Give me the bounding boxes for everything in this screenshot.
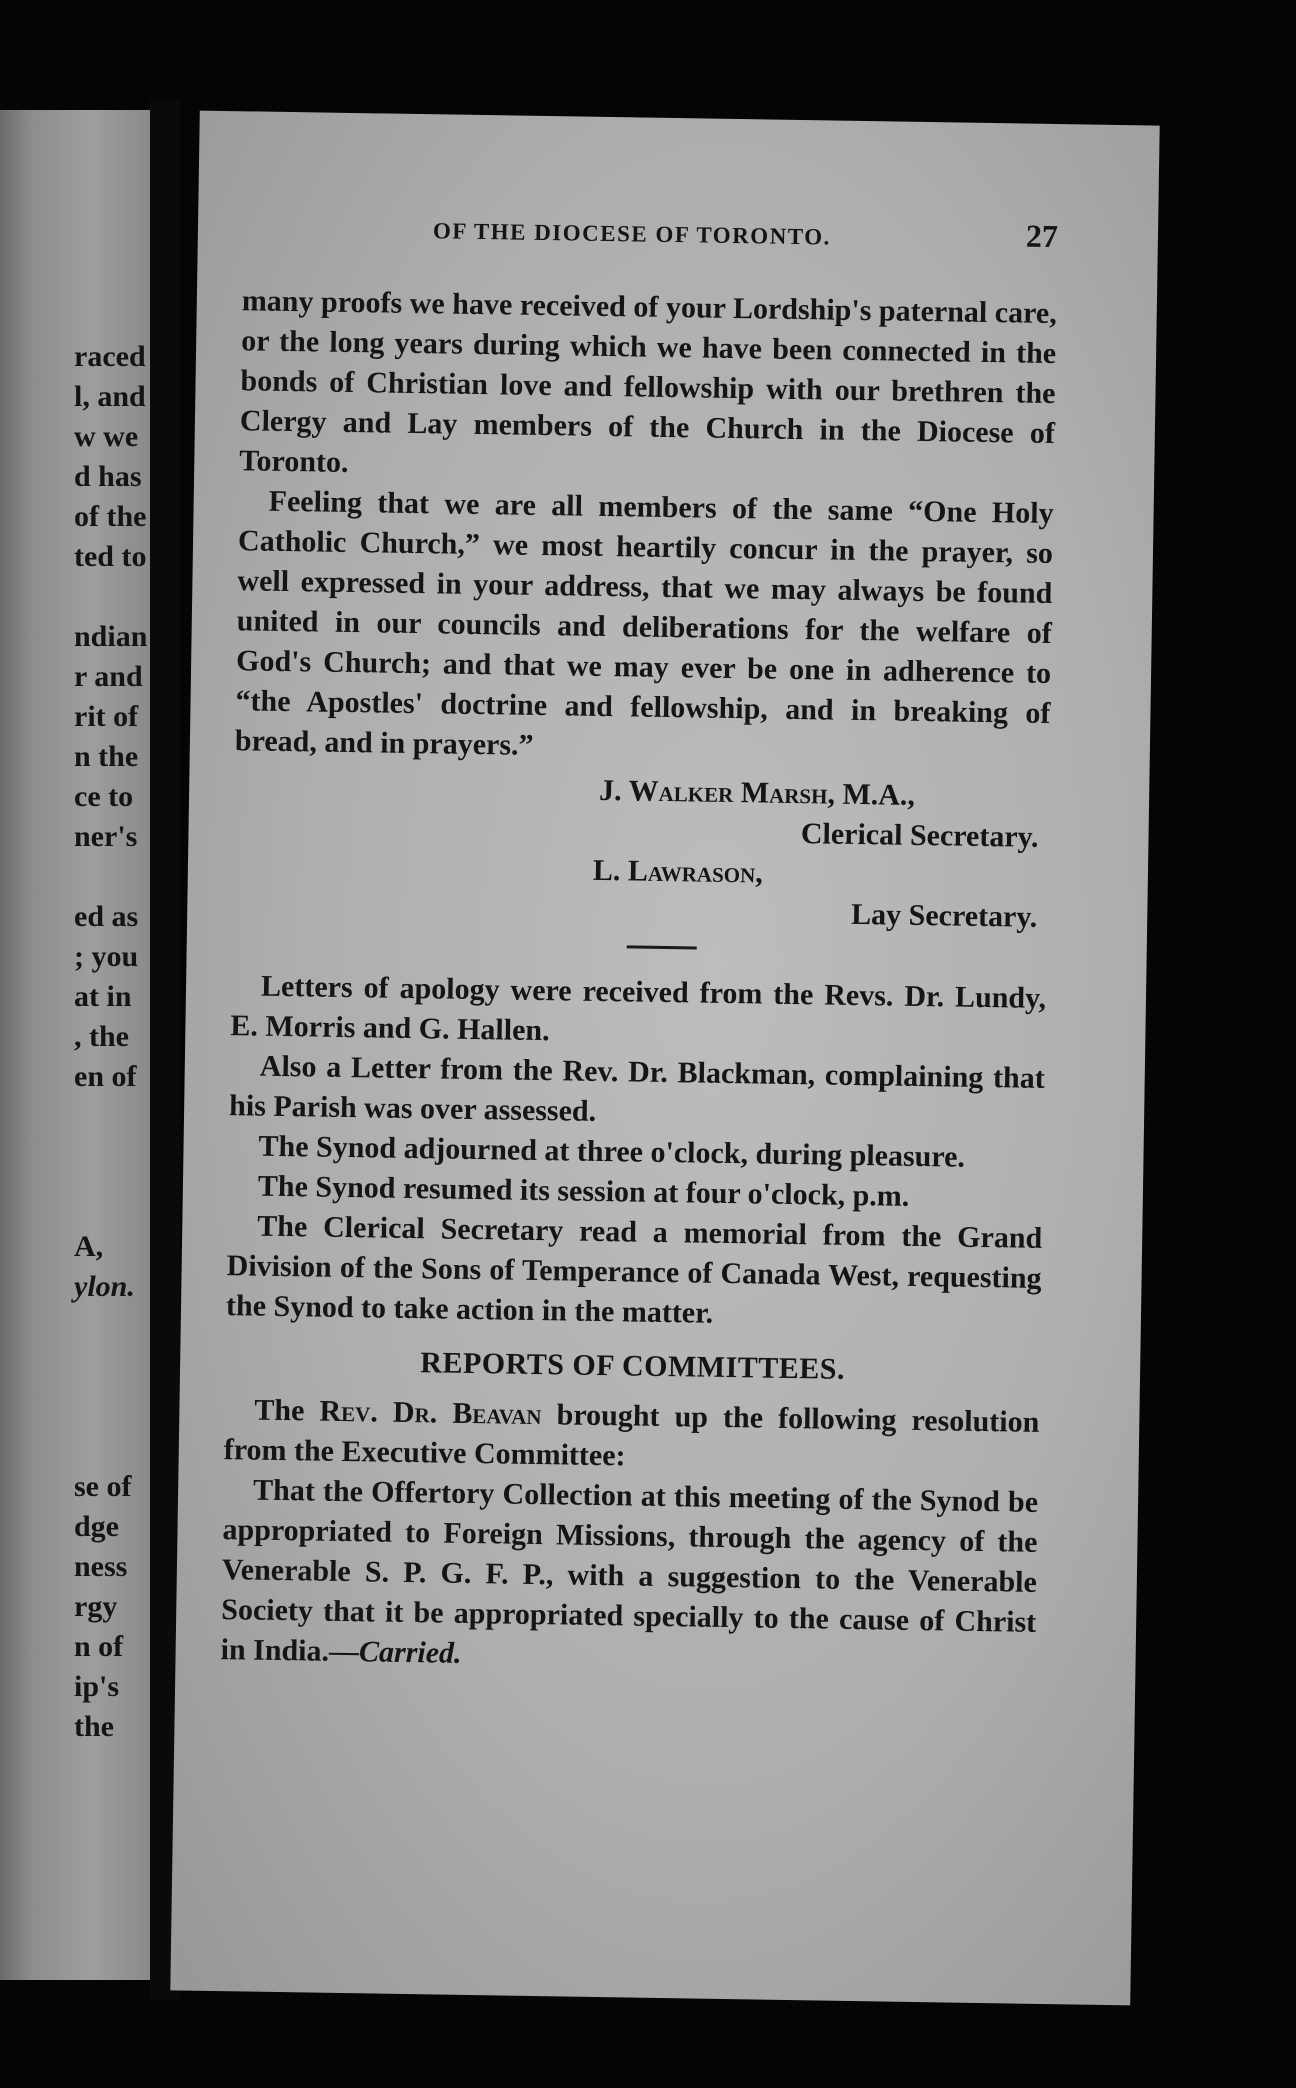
paragraph-reply-continued: many proofs we have received of your Lordship's paternal care, or the long years during which we have been connected in the bonds of Christian love and fellowship with our brethren the Clergy and Lay members of the Church in the Diocese of Toronto. — [239, 284, 1058, 479]
page-number: 27 — [1025, 217, 1059, 255]
left-page-line: se of — [74, 1470, 132, 1503]
signature-lay-name: L. Lawrason, — [592, 853, 764, 890]
left-page-line: ness — [74, 1550, 128, 1583]
left-page-line: at in — [74, 980, 132, 1013]
left-page-line: ce to — [74, 780, 134, 813]
left-page-line: w we — [74, 420, 139, 453]
paragraph-blackman-letter: Also a Letter from the Rev. Dr. Blackman, complaining that his Parish was over assessed. — [228, 1049, 1045, 1128]
left-page-line: ; you — [74, 940, 139, 973]
beavan-rest: brought up the following resolution from the Executive Committee: — [223, 1398, 1040, 1473]
left-page-line: ner's — [74, 820, 138, 853]
signature-clerical-name: J. Walker Marsh, M.A., — [598, 773, 916, 812]
left-page-line: A, — [74, 1230, 104, 1263]
running-head-title: OF THE DIOCESE OF TORONTO. — [432, 218, 832, 250]
running-head — [243, 201, 1059, 254]
left-page-line: dge — [74, 1510, 119, 1543]
paragraph-beavan-resolution — [223, 1390, 1039, 1483]
section-divider — [627, 945, 697, 949]
left-page-line: r and — [74, 660, 143, 693]
left-page-line: the — [74, 1710, 114, 1743]
page-content — [220, 217, 1059, 1683]
carried-label: Carried. — [358, 1635, 462, 1670]
left-page-line: l, and — [74, 380, 146, 413]
left-page-line: rit of — [74, 700, 139, 733]
left-page-line: d has — [74, 460, 142, 493]
beavan-lead: The — [254, 1393, 320, 1428]
beavan-name: Rev. Dr. Beavan — [319, 1394, 542, 1432]
left-page-fragment — [0, 110, 150, 1980]
left-page-line: ed as — [74, 900, 139, 933]
left-page-line: raced — [74, 340, 146, 373]
section-heading: REPORTS OF COMMITTEES. — [420, 1346, 846, 1386]
left-page-line: n the — [74, 740, 139, 773]
left-page-line: n of — [74, 1630, 124, 1663]
left-page-line: rgy — [74, 1590, 118, 1623]
paragraph-offertory — [220, 1470, 1038, 1683]
left-page-line: en of — [74, 1060, 137, 1093]
paragraph-one-holy-church: Feeling that we are all members of the same “One Holy Catholic Church,” we most heartily concur in the prayer, so well expressed in your address, that we may always be found united in our councils and deliberations for the welfare of God's Church; and that we may ever be one in adherence to “the Apostles' doctrine and fellowship, and in breaking of bread, and in prayers.” — [234, 484, 1054, 762]
signature-lay-title: Lay Secretary. — [850, 897, 1038, 934]
paragraph-adjourned: The Synod adjourned at three o'clock, during pleasure. — [258, 1129, 966, 1174]
left-page-line: ndian — [74, 620, 148, 653]
left-page-line: ted to — [74, 540, 147, 573]
paragraph-apologies: Letters of apology were received from the Revs. Dr. Lundy, E. Morris and G. Hallen. — [230, 969, 1047, 1048]
paragraph-resumed: The Synod resumed its session at four o'clock, p.m. — [257, 1169, 910, 1213]
left-page-line: of the — [74, 500, 147, 533]
offertory-text: That the Offertory Collection at this meeting of the Synod be appropriated to Foreign Missions, through the agency of the Venerable S. P. G. F. P., with a suggestion to the Venerable Society that it be appropriated specially to the cause of Christ in India.— — [220, 1473, 1039, 1669]
left-page-line: ylon. — [74, 1270, 135, 1303]
left-page-line: , the — [74, 1020, 129, 1053]
paragraph-temperance-memorial: The Clerical Secretary read a memorial from the Grand Division of the Sons of Temperance of Canada West, requesting the Synod to take action in the matter. — [225, 1209, 1043, 1330]
signature-clerical-title: Clerical Secretary. — [800, 817, 1039, 854]
book-page — [170, 111, 1159, 2006]
left-page-line: ip's — [74, 1670, 120, 1703]
